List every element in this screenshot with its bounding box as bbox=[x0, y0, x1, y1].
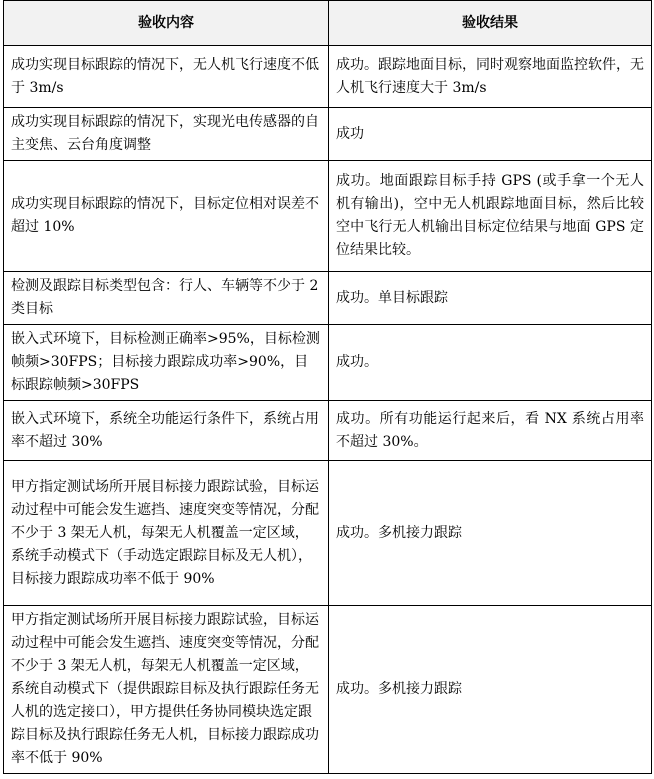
table-row bbox=[4, 46, 652, 108]
row-result: 成功。地面跟踪目标手持 GPS (或手拿一个无人机有输出)，空中无人机跟踪地面目标，然后比较空中飞行无人机输出目标定位结果与地面 GPS 定位结果比较。 bbox=[329, 161, 652, 272]
row-result: 成功。多机接力跟踪 bbox=[329, 461, 652, 606]
acceptance-table bbox=[3, 0, 652, 774]
header-row bbox=[4, 1, 652, 46]
row-content: 成功实现目标跟踪的情况下，无人机飞行速度不低于 3m/s bbox=[4, 46, 329, 108]
row-result: 成功。跟踪地面目标，同时观察地面监控软件，无人机飞行速度大于 3m/s bbox=[329, 46, 652, 108]
row-result: 成功 bbox=[329, 108, 652, 161]
row-content: 嵌入式环境下，系统全功能运行条件下，系统占用率不超过 30% bbox=[4, 401, 329, 461]
table-row bbox=[4, 401, 652, 461]
header-content: 验收内容 bbox=[4, 1, 329, 46]
row-result: 成功。多机接力跟踪 bbox=[329, 606, 652, 774]
row-result: 成功。所有功能运行起来后，看 NX 系统占用率不超过 30%。 bbox=[329, 401, 652, 461]
row-content: 检测及跟踪目标类型包含：行人、车辆等不少于 2 类目标 bbox=[4, 272, 329, 325]
table-row bbox=[4, 606, 652, 774]
table-row bbox=[4, 325, 652, 401]
row-content: 甲方指定测试场所开展目标接力跟踪试验，目标运动过程中可能会发生遮挡、速度突变等情况，分配不少于 3 架无人机，每架无人机覆盖一定区域，系统手动模式下（手动选定跟踪目标及无人机），目标接力跟踪成功率不低于 90% bbox=[4, 461, 329, 606]
header-result: 验收结果 bbox=[329, 1, 652, 46]
table-row bbox=[4, 272, 652, 325]
row-content: 成功实现目标跟踪的情况下，实现光电传感器的自主变焦、云台角度调整 bbox=[4, 108, 329, 161]
row-content: 嵌入式环境下，目标检测正确率>95%，目标检测帧频>30FPS；目标接力跟踪成功率>90%，目标跟踪帧频>30FPS bbox=[4, 325, 329, 401]
row-content: 成功实现目标跟踪的情况下，目标定位相对误差不超过 10% bbox=[4, 161, 329, 272]
table-row bbox=[4, 108, 652, 161]
row-result: 成功。单目标跟踪 bbox=[329, 272, 652, 325]
table-row bbox=[4, 161, 652, 272]
table-row bbox=[4, 461, 652, 606]
row-content: 甲方指定测试场所开展目标接力跟踪试验，目标运动过程中可能会发生遮挡、速度突变等情况，分配不少于 3 架无人机，每架无人机覆盖一定区域，系统自动模式下（提供跟踪目标及执行跟踪任务无人机的选定接口），甲方提供任务协同模块选定跟踪目标及执行跟踪任务无人机，目标接力跟踪成功率不低于 90% bbox=[4, 606, 329, 774]
row-result: 成功。 bbox=[329, 325, 652, 401]
